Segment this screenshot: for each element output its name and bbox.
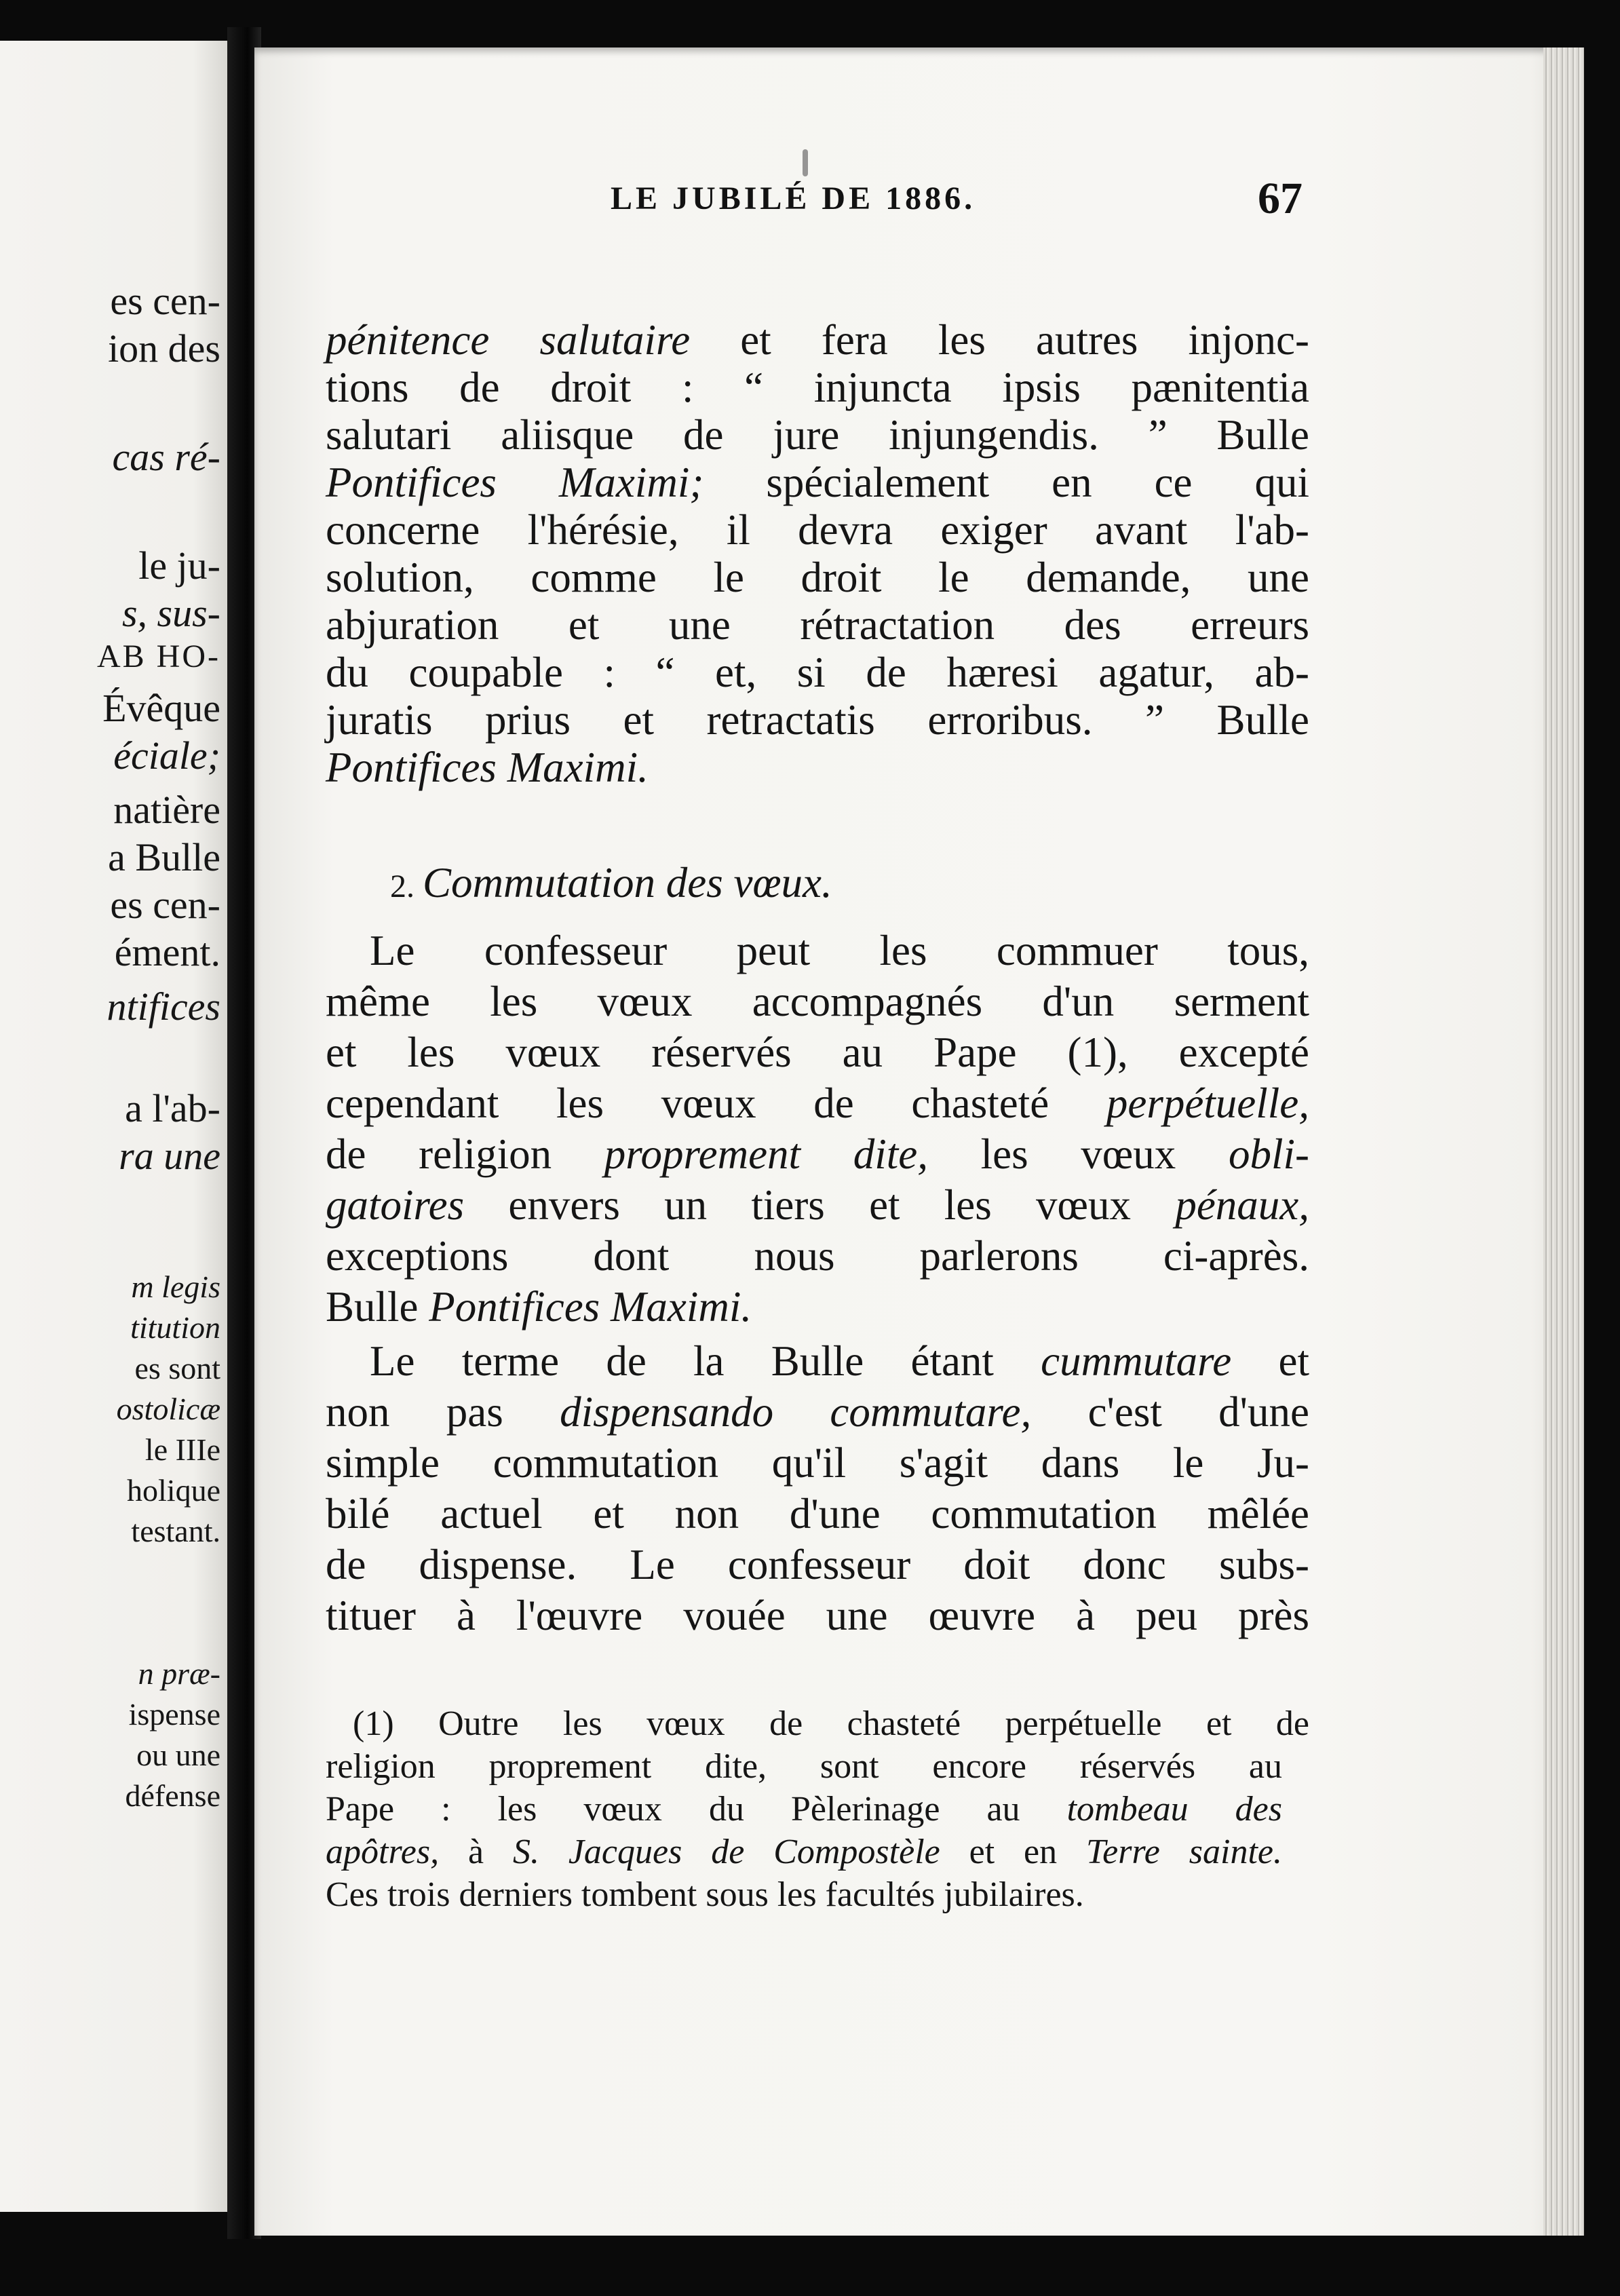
left-page-line: ntifices <box>107 984 220 1029</box>
text-line: simple commutation qu'il s'agit dans le Ju- <box>326 1439 1309 1487</box>
section-number: 2. <box>390 868 423 904</box>
left-page-line: a l'ab- <box>125 1086 220 1130</box>
left-page-line: n præ- <box>138 1656 220 1691</box>
running-head <box>353 173 1303 234</box>
left-page-line: Évêque <box>102 686 220 730</box>
text-line: salutari aliisque de jure injungendis. ” Bulle <box>326 411 1309 459</box>
italic-phrase: perpétuelle, <box>1106 1079 1309 1127</box>
left-page-line: a Bulle <box>108 835 220 879</box>
left-page-line: testant. <box>131 1514 220 1548</box>
text-span: envers un tiers et les vœux <box>464 1181 1176 1229</box>
text-line <box>326 1079 1309 1127</box>
footnote-line <box>326 1835 1282 1870</box>
italic-phrase: apôtres, <box>326 1833 440 1871</box>
footnote-line: Ces trois derniers tombent sous les facultés jubilaires. <box>326 1875 1084 1914</box>
text-line <box>326 1283 752 1331</box>
text-line: abjuration et une rétractation des erreurs <box>326 601 1309 649</box>
left-page-line: ostolicæ <box>116 1392 220 1426</box>
left-page-line: s, sus- <box>121 591 220 635</box>
text-line <box>370 1337 1309 1385</box>
left-page-line: ra une <box>119 1134 220 1178</box>
ink-mark <box>803 149 808 176</box>
text-line <box>326 746 649 789</box>
text-line <box>326 461 1309 504</box>
italic-phrase: tombeau des <box>1066 1790 1283 1829</box>
text-line: et les vœux réservés au Pape (1), excepté <box>326 1029 1309 1076</box>
text-line: tions de droit : “ injuncta ipsis pænitentia <box>326 364 1309 411</box>
text-span: à <box>439 1833 513 1871</box>
left-page-line: ion des <box>108 326 220 370</box>
footnote-line: (1) Outre les vœux de chasteté perpétuelle et de <box>353 1704 1309 1743</box>
left-page-line: ément. <box>114 930 220 974</box>
left-page-line: m legis <box>131 1269 220 1304</box>
italic-phrase: Terre sainte. <box>1086 1833 1282 1871</box>
italic-phrase: cummutare <box>1041 1337 1232 1385</box>
footnote-line: religion proprement dite, sont encore réservés au <box>326 1747 1282 1786</box>
italic-phrase: pénitence salutaire <box>326 316 691 364</box>
left-page-line: défense <box>125 1778 220 1813</box>
italic-phrase: Pontifices Maximi; <box>326 459 704 506</box>
left-page-line: ispense <box>128 1697 220 1731</box>
left-page-line: éciale; <box>113 733 220 778</box>
text-span: Le terme de la Bulle étant <box>370 1337 1041 1385</box>
italic-phrase: Pontifices Maximi. <box>429 1283 752 1331</box>
italic-phrase: proprement dite, <box>604 1130 928 1178</box>
text-line <box>326 1181 1309 1229</box>
text-line: bilé actuel et non d'une commutation mêlée <box>326 1490 1309 1537</box>
italic-phrase: obli- <box>1229 1130 1309 1178</box>
page-number: 67 <box>1258 174 1303 223</box>
text-span: cependant les vœux de chasteté <box>326 1079 1106 1127</box>
text-span: non pas <box>326 1388 560 1436</box>
text-span: les vœux <box>927 1130 1229 1178</box>
text-span: spécialement en ce qui <box>703 459 1309 506</box>
text-line: même les vœux accompagnés d'un serment <box>326 978 1309 1025</box>
text-line <box>326 1388 1309 1436</box>
text-span: c'est d'une <box>1031 1388 1309 1436</box>
left-facing-page <box>0 41 227 2212</box>
italic-phrase: S. Jacques de Compostèle <box>512 1833 940 1871</box>
text-line: concerne l'hérésie, il devra exiger avant l'ab- <box>326 506 1309 554</box>
italic-phrase: dispensando commutare, <box>560 1388 1032 1436</box>
text-line <box>326 316 1309 364</box>
left-page-line: es sont <box>134 1351 220 1385</box>
left-page-line: es cen- <box>110 883 220 927</box>
page-edges <box>1543 47 1584 2236</box>
left-page-line: natière <box>113 788 220 832</box>
text-line: Le confesseur peut les commuer tous, <box>370 927 1309 974</box>
text-line: de dispense. Le confesseur doit donc subs- <box>326 1541 1309 1588</box>
text-span: et <box>1231 1337 1309 1385</box>
left-page-line: es cen- <box>110 279 220 323</box>
text-line <box>326 1130 1309 1178</box>
left-page-line: le IIIe <box>144 1432 220 1467</box>
italic-phrase: gatoires <box>326 1181 465 1229</box>
left-page-line: le ju- <box>138 543 220 588</box>
text-line: du coupable : “ et, si de hæresi agatur, ab- <box>326 649 1309 696</box>
text-span: Pape : les vœux du Pèlerinage au <box>326 1790 1067 1829</box>
left-page-line: holique <box>127 1473 220 1508</box>
text-line: exceptions dont nous parlerons ci-après. <box>326 1232 1309 1280</box>
left-page-line: ou une <box>136 1738 220 1772</box>
text-line: tituer à l'œuvre vouée une œuvre à peu près <box>326 1592 1309 1639</box>
text-span: et fera les autres injonc- <box>690 316 1309 364</box>
text-span: et en <box>940 1833 1087 1871</box>
left-page-line: AB HO- <box>97 638 220 674</box>
left-page-line: titution <box>130 1310 220 1345</box>
text-line: juratis prius et retractatis erroribus. ” Bulle <box>326 696 1309 744</box>
text-span: Bulle <box>326 1283 429 1331</box>
running-title: LE JUBILÉ DE 1886. <box>611 180 976 216</box>
italic-phrase: Pontifices Maximi. <box>326 744 649 791</box>
left-page-line: cas ré- <box>112 435 220 479</box>
section-heading <box>390 859 832 906</box>
italic-phrase: pénaux, <box>1175 1181 1309 1229</box>
text-span: de religion <box>326 1130 604 1178</box>
text-line: solution, comme le droit le demande, une <box>326 554 1309 601</box>
footnote-line <box>326 1792 1282 1827</box>
section-title: Commutation des vœux. <box>423 859 832 906</box>
